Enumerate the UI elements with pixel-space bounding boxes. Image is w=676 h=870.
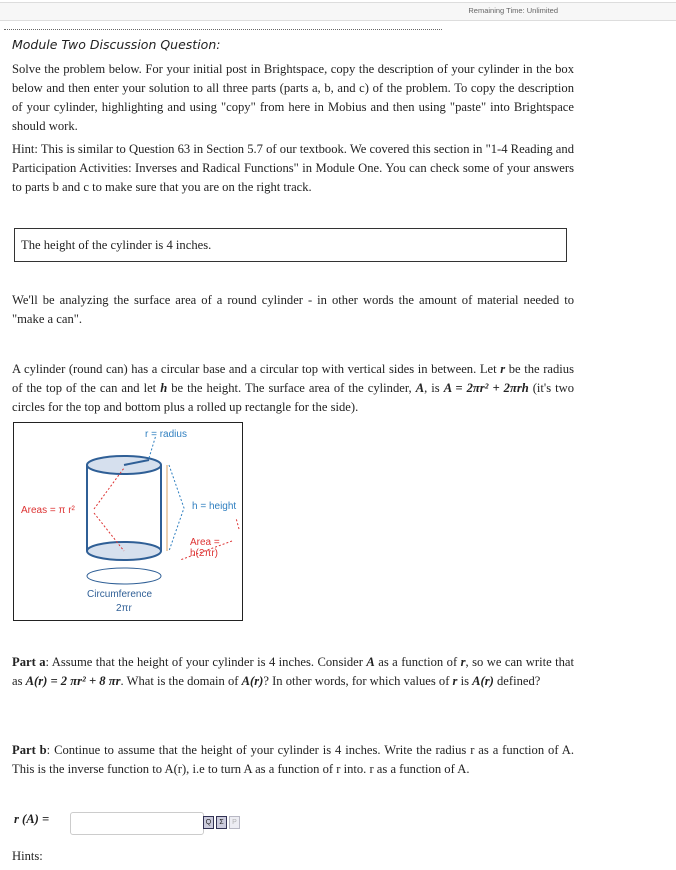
hints-label: Hints: — [12, 849, 43, 863]
cylinder-description: The height of the cylinder is 4 inches. — [21, 238, 212, 252]
cylinder-diagram — [13, 422, 243, 621]
analyze-text: We'll be analyzing the surface area of a round cylinder - in other words the amount of material needed to "make a can". — [12, 293, 574, 326]
divider — [4, 29, 442, 30]
answer-label: r (A) = — [14, 812, 50, 826]
remaining-time: Remaining Time: Unlimited — [468, 6, 558, 15]
cylinder-description-box — [14, 228, 567, 262]
top-bar — [0, 2, 676, 21]
preview-icon[interactable]: Q — [203, 816, 214, 829]
part-a-text: Part a: Assume that the height of your cylinder is 4 inches. Consider A as a function of r, so we can write that as A(r) = 2 πr² + 8 πr. What is the domain of A(r)? In other words, for which values of r is A(r) defined? — [12, 655, 575, 688]
intro-text: Solve the problem below. For your initial post in Brightspace, copy the description of your cylinder in the box below and then enter your solution to all three parts (parts a, b, and c) of the problem. To copy the description of your cylinder, highlighting and using "copy" from here in Mobius and then using "paste" into Brightspace should work. — [12, 62, 574, 133]
page-title: Module Two Discussion Question: — [12, 37, 221, 52]
circumference-label: Circumference — [87, 589, 153, 600]
plot-icon[interactable]: P — [229, 816, 240, 829]
part-b-text: Part b: Continue to assume that the height of your cylinder is 4 inches. Write the radius r as a function of A. This is the inverse function to A(r), i.e to turn A as a function of r into. r as a function of A. — [12, 743, 574, 776]
height-label: h = height — [192, 501, 237, 512]
circumference-formula: 2πr — [116, 603, 132, 614]
hint-text: Hint: This is similar to Question 63 in Section 5.7 of our textbook. We covered this section in "1-4 Reading and Participation Activities: Inverses and Radical Functions" in Module One. You can check some of your answers to parts b and c to make sure that you are on the right track. — [12, 142, 574, 194]
description-text: A cylinder (round can) has a circular base and a circular top with vertical sides in between. Let r be the radius of the top of the can and let h be the height. The surface area of the cylinder, A, is A = 2πr² + 2πrh (it's two circles for the top and bottom plus a rolled up rectangle for the side). — [12, 362, 574, 414]
areas-label: Areas = π r² — [21, 505, 75, 516]
radius-label: r = radius — [145, 429, 187, 440]
side-area-label: Area = h(2πr) — [190, 537, 220, 559]
answer-input[interactable] — [70, 812, 204, 835]
equation-editor-icon[interactable]: Σ — [216, 816, 227, 829]
surface-area-formula: A = 2πr² + 2πrh — [443, 381, 529, 395]
